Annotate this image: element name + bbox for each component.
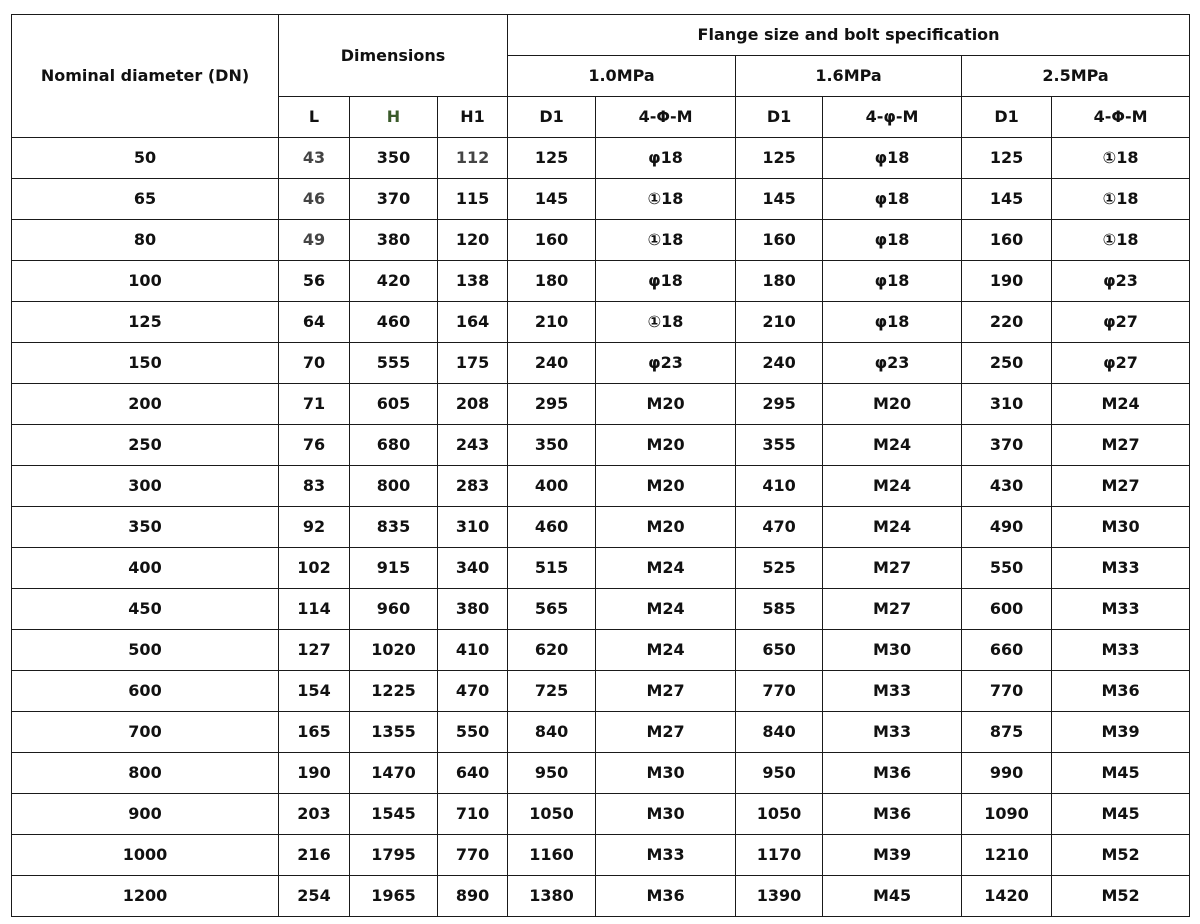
bolt-2-5-cell: M36 (1052, 671, 1190, 712)
d1-2-5-cell: 1210 (962, 835, 1052, 876)
l-cell: 92 (279, 507, 350, 548)
col-header-bolt-2-5: 4-Φ-M (1052, 97, 1190, 138)
table-row (12, 261, 1190, 302)
bolt-1-0-cell: M27 (596, 712, 736, 753)
d1-2-5-cell: 875 (962, 712, 1052, 753)
bolt-2-5-cell: M39 (1052, 712, 1190, 753)
col-header-d1-1-6: D1 (736, 97, 823, 138)
d1-1-6-cell: 240 (736, 343, 823, 384)
d1-1-0-cell: 295 (508, 384, 596, 425)
bolt-1-0-cell: M33 (596, 835, 736, 876)
bolt-2-5-cell: φ23 (1052, 261, 1190, 302)
d1-2-5-cell: 370 (962, 425, 1052, 466)
h1-cell: 120 (438, 220, 508, 261)
h-cell: 1470 (350, 753, 438, 794)
col-header-d1-1-0: D1 (508, 97, 596, 138)
d1-2-5-cell: 145 (962, 179, 1052, 220)
dn-cell: 125 (12, 302, 279, 343)
l-cell: 154 (279, 671, 350, 712)
bolt-1-6-cell: M20 (823, 384, 962, 425)
table-body (12, 15, 1190, 917)
bolt-1-0-cell: M20 (596, 466, 736, 507)
l-cell: 49 (279, 220, 350, 261)
bolt-2-5-cell: ①18 (1052, 179, 1190, 220)
d1-2-5-cell: 430 (962, 466, 1052, 507)
bolt-2-5-cell: M24 (1052, 384, 1190, 425)
table-row (12, 507, 1190, 548)
h-cell: 380 (350, 220, 438, 261)
d1-1-6-cell: 950 (736, 753, 823, 794)
nominal-diameter-header: Nominal diameter (DN) (12, 15, 279, 138)
dn-cell: 450 (12, 589, 279, 630)
dn-cell: 300 (12, 466, 279, 507)
h-cell: 605 (350, 384, 438, 425)
d1-1-0-cell: 840 (508, 712, 596, 753)
d1-1-0-cell: 145 (508, 179, 596, 220)
col-header-H: H (350, 97, 438, 138)
d1-1-6-cell: 650 (736, 630, 823, 671)
table-row (12, 548, 1190, 589)
bolt-1-6-cell: M24 (823, 425, 962, 466)
h-cell: 555 (350, 343, 438, 384)
h1-cell: 112 (438, 138, 508, 179)
bolt-1-6-cell: M27 (823, 548, 962, 589)
d1-2-5-cell: 1420 (962, 876, 1052, 917)
dn-cell: 800 (12, 753, 279, 794)
h-cell: 1355 (350, 712, 438, 753)
h1-cell: 283 (438, 466, 508, 507)
table-row (12, 794, 1190, 835)
d1-1-6-cell: 1050 (736, 794, 823, 835)
h1-cell: 243 (438, 425, 508, 466)
bolt-1-0-cell: ①18 (596, 179, 736, 220)
bolt-1-6-cell: M24 (823, 466, 962, 507)
l-cell: 165 (279, 712, 350, 753)
bolt-2-5-cell: M27 (1052, 425, 1190, 466)
bolt-2-5-cell: M45 (1052, 794, 1190, 835)
d1-1-6-cell: 355 (736, 425, 823, 466)
h-cell: 915 (350, 548, 438, 589)
bolt-2-5-cell: M33 (1052, 589, 1190, 630)
l-cell: 102 (279, 548, 350, 589)
table-row (12, 630, 1190, 671)
l-cell: 70 (279, 343, 350, 384)
table-row (12, 179, 1190, 220)
d1-1-6-cell: 160 (736, 220, 823, 261)
pressure-header-2-5: 2.5MPa (962, 56, 1190, 97)
col-header-d1-2-5: D1 (962, 97, 1052, 138)
dn-cell: 65 (12, 179, 279, 220)
l-cell: 43 (279, 138, 350, 179)
bolt-1-6-cell: φ18 (823, 179, 962, 220)
bolt-1-6-cell: M36 (823, 794, 962, 835)
bolt-1-0-cell: M36 (596, 876, 736, 917)
col-header-bolt-1-6: 4-φ-M (823, 97, 962, 138)
l-cell: 64 (279, 302, 350, 343)
bolt-1-0-cell: M27 (596, 671, 736, 712)
d1-1-0-cell: 210 (508, 302, 596, 343)
dn-cell: 250 (12, 425, 279, 466)
d1-1-0-cell: 460 (508, 507, 596, 548)
d1-2-5-cell: 250 (962, 343, 1052, 384)
d1-1-0-cell: 125 (508, 138, 596, 179)
h-cell: 835 (350, 507, 438, 548)
d1-2-5-cell: 990 (962, 753, 1052, 794)
bolt-2-5-cell: φ27 (1052, 302, 1190, 343)
dimensions-header: Dimensions (279, 15, 508, 97)
bolt-1-6-cell: φ23 (823, 343, 962, 384)
bolt-2-5-cell: ①18 (1052, 138, 1190, 179)
d1-1-0-cell: 350 (508, 425, 596, 466)
h1-cell: 164 (438, 302, 508, 343)
d1-2-5-cell: 310 (962, 384, 1052, 425)
bolt-2-5-cell: M33 (1052, 548, 1190, 589)
col-header-bolt-1-0: 4-Φ-M (596, 97, 736, 138)
d1-1-6-cell: 525 (736, 548, 823, 589)
d1-1-6-cell: 145 (736, 179, 823, 220)
bolt-1-0-cell: M24 (596, 548, 736, 589)
dn-cell: 500 (12, 630, 279, 671)
bolt-1-0-cell: ①18 (596, 220, 736, 261)
d1-1-6-cell: 1170 (736, 835, 823, 876)
table-row (12, 384, 1190, 425)
h1-cell: 640 (438, 753, 508, 794)
bolt-1-0-cell: M24 (596, 630, 736, 671)
bolt-1-0-cell: φ18 (596, 261, 736, 302)
h-cell: 800 (350, 466, 438, 507)
h-cell: 420 (350, 261, 438, 302)
l-cell: 254 (279, 876, 350, 917)
h-cell: 350 (350, 138, 438, 179)
bolt-1-6-cell: φ18 (823, 261, 962, 302)
d1-2-5-cell: 770 (962, 671, 1052, 712)
bolt-1-0-cell: M20 (596, 507, 736, 548)
bolt-1-6-cell: M24 (823, 507, 962, 548)
h-cell: 960 (350, 589, 438, 630)
d1-1-0-cell: 620 (508, 630, 596, 671)
table-row (12, 466, 1190, 507)
h-cell: 1020 (350, 630, 438, 671)
l-cell: 76 (279, 425, 350, 466)
pressure-header-1-0: 1.0MPa (508, 56, 736, 97)
bolt-2-5-cell: ①18 (1052, 220, 1190, 261)
table-row (12, 589, 1190, 630)
h-cell: 460 (350, 302, 438, 343)
bolt-1-0-cell: ①18 (596, 302, 736, 343)
d1-1-6-cell: 410 (736, 466, 823, 507)
h-cell: 1225 (350, 671, 438, 712)
h1-cell: 175 (438, 343, 508, 384)
h1-cell: 550 (438, 712, 508, 753)
h1-cell: 115 (438, 179, 508, 220)
col-header-L: L (279, 97, 350, 138)
table-row (12, 302, 1190, 343)
h1-cell: 770 (438, 835, 508, 876)
d1-1-0-cell: 240 (508, 343, 596, 384)
d1-1-6-cell: 770 (736, 671, 823, 712)
h1-cell: 208 (438, 384, 508, 425)
table-row (12, 876, 1190, 917)
l-cell: 216 (279, 835, 350, 876)
bolt-2-5-cell: M52 (1052, 876, 1190, 917)
dn-cell: 50 (12, 138, 279, 179)
bolt-1-6-cell: φ18 (823, 302, 962, 343)
l-cell: 190 (279, 753, 350, 794)
h-cell: 1795 (350, 835, 438, 876)
dn-cell: 100 (12, 261, 279, 302)
bolt-1-6-cell: φ18 (823, 138, 962, 179)
pressure-header-1-6: 1.6MPa (736, 56, 962, 97)
bolt-2-5-cell: M45 (1052, 753, 1190, 794)
dn-cell: 350 (12, 507, 279, 548)
bolt-1-6-cell: M36 (823, 753, 962, 794)
h1-cell: 410 (438, 630, 508, 671)
dn-cell: 150 (12, 343, 279, 384)
d1-1-6-cell: 295 (736, 384, 823, 425)
h-cell: 1965 (350, 876, 438, 917)
d1-1-6-cell: 585 (736, 589, 823, 630)
d1-2-5-cell: 550 (962, 548, 1052, 589)
d1-1-6-cell: 125 (736, 138, 823, 179)
h1-cell: 890 (438, 876, 508, 917)
d1-1-0-cell: 1050 (508, 794, 596, 835)
h-cell: 680 (350, 425, 438, 466)
h1-cell: 470 (438, 671, 508, 712)
l-cell: 56 (279, 261, 350, 302)
bolt-1-0-cell: M24 (596, 589, 736, 630)
dn-cell: 700 (12, 712, 279, 753)
bolt-2-5-cell: M27 (1052, 466, 1190, 507)
dn-cell: 1200 (12, 876, 279, 917)
bolt-1-0-cell: M30 (596, 794, 736, 835)
bolt-2-5-cell: M52 (1052, 835, 1190, 876)
d1-1-0-cell: 1160 (508, 835, 596, 876)
d1-1-6-cell: 180 (736, 261, 823, 302)
dn-cell: 200 (12, 384, 279, 425)
specification-table (11, 14, 1190, 917)
l-cell: 83 (279, 466, 350, 507)
dn-cell: 400 (12, 548, 279, 589)
col-header-H1: H1 (438, 97, 508, 138)
table-row (12, 671, 1190, 712)
d1-1-6-cell: 840 (736, 712, 823, 753)
table-row (12, 753, 1190, 794)
table-row (12, 425, 1190, 466)
d1-1-0-cell: 160 (508, 220, 596, 261)
h1-cell: 340 (438, 548, 508, 589)
bolt-1-0-cell: M20 (596, 384, 736, 425)
bolt-1-0-cell: M30 (596, 753, 736, 794)
d1-1-0-cell: 1380 (508, 876, 596, 917)
dn-cell: 600 (12, 671, 279, 712)
d1-2-5-cell: 190 (962, 261, 1052, 302)
h1-cell: 710 (438, 794, 508, 835)
d1-1-0-cell: 400 (508, 466, 596, 507)
table-row (12, 712, 1190, 753)
bolt-2-5-cell: M30 (1052, 507, 1190, 548)
l-cell: 114 (279, 589, 350, 630)
bolt-1-6-cell: M39 (823, 835, 962, 876)
dn-cell: 1000 (12, 835, 279, 876)
h1-cell: 138 (438, 261, 508, 302)
l-cell: 127 (279, 630, 350, 671)
bolt-2-5-cell: M33 (1052, 630, 1190, 671)
h-cell: 370 (350, 179, 438, 220)
bolt-2-5-cell: φ27 (1052, 343, 1190, 384)
bolt-1-6-cell: M27 (823, 589, 962, 630)
table-row (12, 138, 1190, 179)
h-cell: 1545 (350, 794, 438, 835)
h1-cell: 310 (438, 507, 508, 548)
d1-2-5-cell: 660 (962, 630, 1052, 671)
table-row (12, 220, 1190, 261)
d1-2-5-cell: 160 (962, 220, 1052, 261)
d1-1-0-cell: 565 (508, 589, 596, 630)
bolt-1-0-cell: M20 (596, 425, 736, 466)
bolt-1-0-cell: φ18 (596, 138, 736, 179)
bolt-1-6-cell: M30 (823, 630, 962, 671)
d1-1-0-cell: 515 (508, 548, 596, 589)
d1-2-5-cell: 600 (962, 589, 1052, 630)
d1-2-5-cell: 125 (962, 138, 1052, 179)
h1-cell: 380 (438, 589, 508, 630)
l-cell: 71 (279, 384, 350, 425)
d1-2-5-cell: 220 (962, 302, 1052, 343)
flange-header: Flange size and bolt specification (508, 15, 1190, 56)
table-row (12, 835, 1190, 876)
bolt-1-6-cell: M33 (823, 712, 962, 753)
d1-1-0-cell: 180 (508, 261, 596, 302)
d1-1-6-cell: 1390 (736, 876, 823, 917)
bolt-1-6-cell: φ18 (823, 220, 962, 261)
dn-cell: 900 (12, 794, 279, 835)
bolt-1-6-cell: M33 (823, 671, 962, 712)
d1-1-6-cell: 470 (736, 507, 823, 548)
d1-2-5-cell: 1090 (962, 794, 1052, 835)
dn-cell: 80 (12, 220, 279, 261)
l-cell: 203 (279, 794, 350, 835)
l-cell: 46 (279, 179, 350, 220)
bolt-1-6-cell: M45 (823, 876, 962, 917)
d1-2-5-cell: 490 (962, 507, 1052, 548)
bolt-1-0-cell: φ23 (596, 343, 736, 384)
d1-1-6-cell: 210 (736, 302, 823, 343)
table-row (12, 343, 1190, 384)
header-row-1 (12, 15, 1190, 56)
d1-1-0-cell: 725 (508, 671, 596, 712)
d1-1-0-cell: 950 (508, 753, 596, 794)
